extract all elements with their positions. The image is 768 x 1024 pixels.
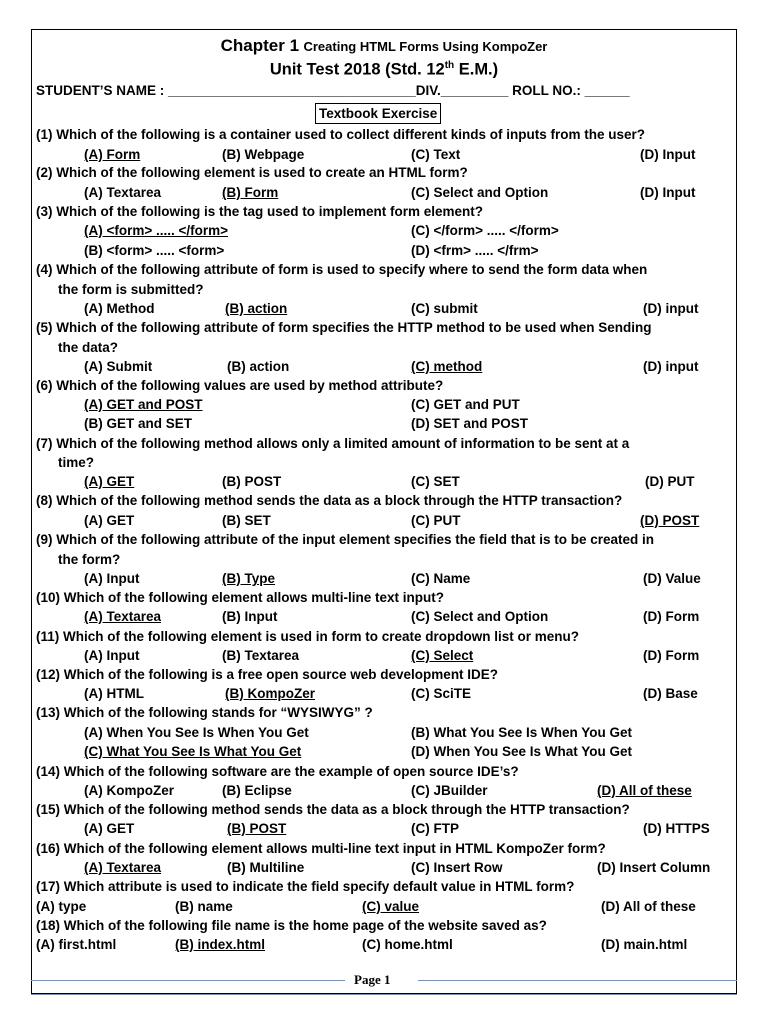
question-11: (11) Which of the following element is used in form to create dropdown list or menu? [36,629,580,644]
unit-test-sup: th [444,60,455,71]
question-8-option-a: (A) GET [84,513,135,528]
question-15-option-a: (A) GET [84,821,135,836]
question-14-option-d-answer: (D) All of these [597,783,692,798]
question-18: (18) Which of the following file name is the home page of the website saved as? [36,918,547,933]
question-9-continued: the form? [58,552,121,567]
question-9-option-d: (D) Value [643,571,701,586]
question-6: (6) Which of the following values are used by method attribute? [36,378,444,393]
question-10-option-a-answer: (A) Textarea [84,609,162,624]
unit-test-pre: Unit Test 2018 (Std. 12 [269,60,445,79]
question-18-option-c: (C) home.html [362,937,453,952]
question-2-option-a: (A) Textarea [84,185,162,200]
question-15-option-d: (D) HTTPS [643,821,710,836]
question-9-option-b-answer: (B) Type [222,571,275,586]
question-15-option-b-answer: (B) POST [227,821,287,836]
question-5-option-d: (D) input [643,359,699,374]
question-13-option-a: (A) When You See Is When You Get [84,725,309,740]
question-10-option-b: (B) Input [222,609,278,624]
question-4-option-b-answer: (B) action [225,301,288,316]
question-16-option-a-answer: (A) Textarea [84,860,162,875]
question-10: (10) Which of the following element allows multi-line text input? [36,590,445,605]
question-4-option-d: (D) input [643,301,699,316]
question-8-option-b: (B) SET [222,513,271,528]
question-16-option-b: (B) Multiline [227,860,305,875]
question-14-option-a: (A) KompoZer [84,783,174,798]
question-18-option-a: (A) first.html [36,937,117,952]
question-7-continued: time? [58,455,95,470]
footer-rule-right [418,980,737,981]
question-14-option-b: (B) Eclipse [222,783,292,798]
unit-test-post: E.M.) [454,60,499,79]
question-12-option-b-answer: (B) KompoZer [225,686,315,701]
chapter-subtitle: Creating HTML Forms Using KompoZer [303,39,548,54]
question-6-option-b: (B) GET and SET [84,416,192,431]
question-1: (1) Which of the following is a container used to collect different kinds of inputs from the user? [36,127,646,142]
question-2-option-b-answer: (B) Form [222,185,279,200]
question-7-option-d: (D) PUT [645,474,695,489]
question-5-continued: the data? [58,340,119,355]
question-8-option-d-answer: (D) POST [640,513,700,528]
question-5: (5) Which of the following attribute of form specifies the HTTP method to be used when Sending [36,320,652,335]
question-1-option-d: (D) Input [640,147,696,162]
question-16-option-c: (C) Insert Row [411,860,503,875]
question-2-option-c: (C) Select and Option [411,185,549,200]
question-7-option-b: (B) POST [222,474,282,489]
question-11-option-a: (A) Input [84,648,140,663]
question-4-option-a: (A) Method [84,301,155,316]
question-17: (17) Which attribute is used to indicate the field specify default value in HTML form? [36,879,575,894]
textbook-exercise-heading: Textbook Exercise [315,103,441,124]
question-17-option-b: (B) name [175,899,233,914]
question-6-option-c: (C) GET and PUT [411,397,520,412]
page-number: Page 1 [354,972,391,987]
question-14-option-c: (C) JBuilder [411,783,488,798]
question-4-option-c: (C) submit [411,301,478,316]
question-3-option-d: (D) <frm> ..... </frm> [411,243,539,258]
question-16-option-d: (D) Insert Column [597,860,711,875]
question-2: (2) Which of the following element is used to create an HTML form? [36,165,468,180]
question-12-option-a: (A) HTML [84,686,144,701]
question-17-option-d: (D) All of these [601,899,696,914]
question-6-option-a-answer: (A) GET and POST [84,397,203,412]
question-3: (3) Which of the following is the tag used to implement form element? [36,204,484,219]
question-12-option-d: (D) Base [643,686,698,701]
question-3-option-c: (C) </form> ..... </form> [411,223,559,238]
question-17-option-a: (A) type [36,899,87,914]
question-11-option-d: (D) Form [643,648,700,663]
question-8-option-c: (C) PUT [411,513,461,528]
question-1-option-b: (B) Webpage [222,147,305,162]
question-13-option-b: (B) What You See Is When You Get [411,725,633,740]
question-1-option-a-answer: (A) Form [84,147,141,162]
question-16: (16) Which of the following element allows multi-line text input in HTML KompoZer form? [36,841,606,856]
question-15-option-c: (C) FTP [411,821,459,836]
question-11-option-b: (B) Textarea [222,648,300,663]
question-3-option-a-answer: (A) <form> ..... </form> [84,223,229,238]
question-1-option-c: (C) Text [411,147,461,162]
question-18-option-b-answer: (B) index.html [175,937,265,952]
question-15: (15) Which of the following method sends the data as a block through the HTTP transaction? [36,802,630,817]
question-4: (4) Which of the following attribute of form is used to specify where to send the form data when [36,262,648,277]
question-17-option-c-answer: (C) value [362,899,420,914]
question-7: (7) Which of the following method allows only a limited amount of information to be sent at a [36,436,630,451]
question-13-option-d: (D) When You See Is What You Get [411,744,633,759]
question-10-option-c: (C) Select and Option [411,609,549,624]
question-12: (12) Which of the following is a free open source web development IDE? [36,667,499,682]
question-9-option-c: (C) Name [411,571,471,586]
question-2-option-d: (D) Input [640,185,696,200]
bottom-rule [31,994,737,995]
question-13-option-c-answer: (C) What You See Is What You Get [84,744,302,759]
question-5-option-b: (B) action [227,359,290,374]
question-8: (8) Which of the following method sends the data as a block through the HTTP transaction? [36,493,623,508]
question-13: (13) Which of the following stands for “WYSIWYG” ? [36,705,373,720]
question-7-option-a-answer: (A) GET [84,474,135,489]
footer-rule-left [31,980,345,981]
question-9-option-a: (A) Input [84,571,140,586]
question-11-option-c-answer: (C) Select [411,648,474,663]
question-4-continued: the form is submitted? [58,282,204,297]
question-5-option-c-answer: (C) method [411,359,483,374]
question-14: (14) Which of the following software are the example of open source IDE’s? [36,764,519,779]
question-9: (9) Which of the following attribute of the input element specifies the field that is to be created in [36,532,655,547]
question-18-option-d: (D) main.html [601,937,688,952]
question-3-option-b: (B) <form> ..... <form> [84,243,225,258]
question-6-option-d: (D) SET and POST [411,416,529,431]
question-10-option-d: (D) Form [643,609,700,624]
question-5-option-a: (A) Submit [84,359,153,374]
question-7-option-c: (C) SET [411,474,460,489]
chapter-number: Chapter 1 [220,36,300,55]
student-info-line: STUDENT’S NAME : _________________________________DIV._________ ROLL NO.: ______ [36,83,630,98]
question-12-option-c: (C) SciTE [411,686,472,701]
